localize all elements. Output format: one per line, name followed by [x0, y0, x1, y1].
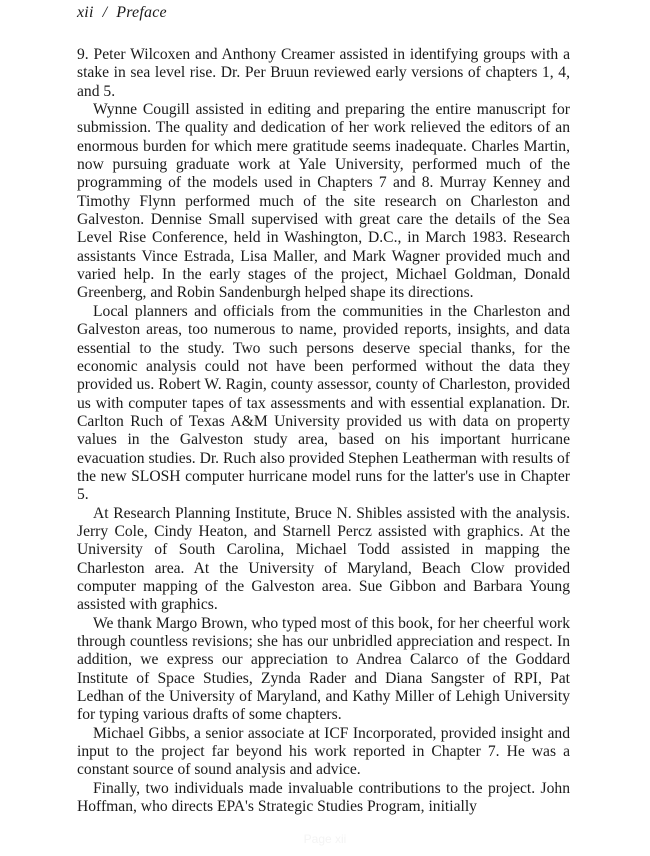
paragraph-typing-thanks: We thank Margo Brown, who typed most of this book, for her cheerful work through countless revisions; she has our unbridled appreciation and respect. In addition, we express our appreciation to Andrea Calarco of the Goddard Institute of Space Studies, Zynda Rader and Diana Sangster of RPI, Pat Ledhan of the University of Maryland, and Kathy Miller of Lehigh University for typing various drafts of some chapters.	[77, 614, 571, 724]
paragraph-research-planning-institute: At Research Planning Institute, Bruce N. Shibles assisted with the analysis. Jerry Cole, Cindy Heaton, and Starnell Percz assisted with graphics. At the University of South Carolina, Michael Todd assisted in mapping the Charleston area. At the University of Maryland, Beach Clow provided computer mapping of the Galveston area. Sue Gibbon and Barbara Young assisted with graphics.	[77, 504, 570, 614]
paragraph-continued: 9. Peter Wilcoxen and Anthony Creamer assisted in identifying groups with a stake in sea level rise. Dr. Per Bruun reviewed early versions of chapters 1, 4, and 5.	[77, 46, 570, 100]
paragraph-editing-assistance: Wynne Cougill assisted in editing and preparing the entire manuscript for submission. The quality and dedication of her work relieved the editors of an enormous burden for which mere gratitude seems inadequate. Charles Martin, now pursuing graduate work at Yale University, performed much of the programming of the models used in Chapters 7 and 8. Murray Kenney and Timothy Flynn performed much of the site research on Charleston and Galveston. Dennise Small supervised with great care the details of the Sea Level Rise Conference, held in Washington, D.C., in March 1983. Research assistants Vince Estrada, Lisa Maller, and Mark Wagner provided much and varied help. In the early stages of the project, Michael Goldman, Donald Greenberg, and Robin Sandenburgh helped shape its directions.	[77, 101, 570, 302]
page-watermark: Page xii	[303, 832, 347, 846]
section-title: Preface	[116, 4, 167, 21]
paragraph-final-contributions: Finally, two individuals made invaluable contributions to the project. John Hoffman, who directs EPA's Strategic Studies Program, initially	[77, 779, 570, 816]
paragraph-local-officials: Local planners and officials from the communities in the Charleston and Galveston areas, too numerous to name, provided reports, insights, and data essential to the study. Two such persons deserve special thanks, for the economic analysis could not have been performed without the data they provided us. Robert W. Ragin, county assessor, county of Charleston, provided us with computer tapes of tax assessments and with essential explanation. Dr. Carlton Ruch of Texas A&M University provided us with data on property values in the Galveston study area, based on his important hurricane evacuation studies. Dr. Ruch also provided Stephen Leatherman with results of the new SLOSH computer hurricane model runs for the latter's use in Chapter 5.	[77, 302, 570, 504]
running-head	[77, 4, 167, 22]
body-text	[77, 46, 570, 816]
page-number: xii	[77, 4, 94, 21]
running-head-separator: /	[102, 4, 108, 21]
paragraph-michael-gibbs: Michael Gibbs, a senior associate at ICF Incorporated, provided insight and input to the project far beyond his work reported in Chapter 7. He was a constant source of sound analysis and advice.	[77, 724, 570, 779]
